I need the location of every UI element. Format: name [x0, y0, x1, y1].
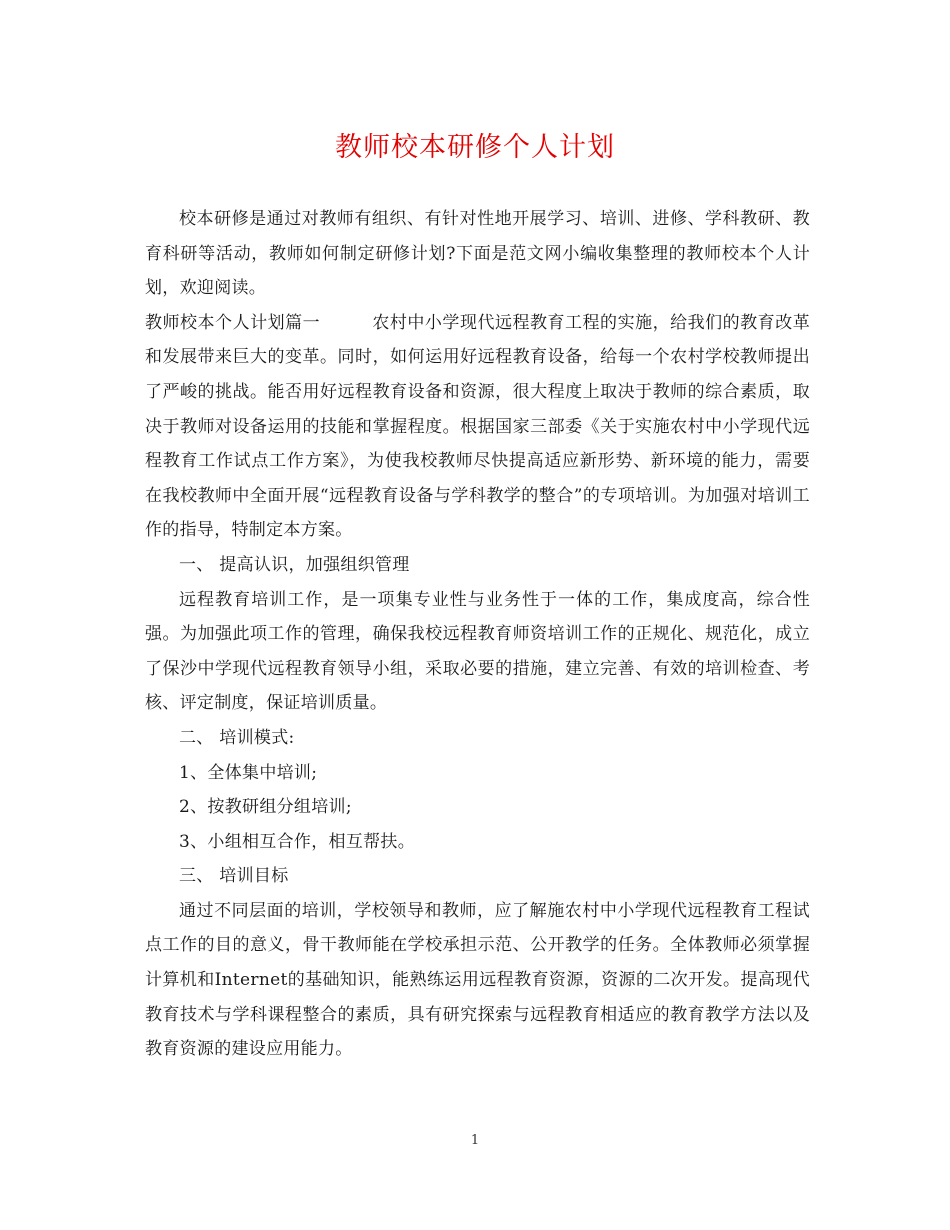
- document-title: 教师校本研修个人计划: [335, 132, 615, 163]
- part-one-paragraph: [145, 306, 810, 548]
- part-one-label: 教师校本个人计划篇一: [145, 312, 321, 333]
- section-paragraph-1: 远程教育培训工作，是一项集专业性与业务性于一体的工作，集成度高，综合性强。为加强此项工作的管理，确保我校远程教育师资培训工作的正规化、规范化，成立了保沙中学现代远程教育领导小组，采取必要的措施，建立完善、有效的培训检查、考核、评定制度，保证培训质量。: [145, 589, 810, 714]
- part-one-text: 农村中小学现代远程教育工程的实施，给我们的教育改革和发展带来巨大的变革。同时，如何运用好远程教育设备，给每一个农村学校教师提出了严峻的挑战。能否用好远程教育设备和资源，很大程度上取决于教师的综合素质，取决于教师对设备运用的技能和掌握程度。根据国家三部委《关于实施农村中小学现代远程教育工作试点工作方案》，为使我校教师尽快提高适应新形势、新环境的能力，需要在我校教师中全面开展“远程教育设备与学科教学的整合”的专项培训。为加强对培训工作的指导，特制定本方案。: [145, 312, 811, 541]
- section-heading-3: 三、 培训目标: [179, 866, 289, 887]
- section-paragraph-3: 通过不同层面的培训，学校领导和教师，应了解施农村中小学现代远程教育工程试点工作的目的意义，骨干教师能在学校承担示范、公开教学的任务。全体教师必须掌握计算机和Internet的基础知识，能熟练运用远程教育资源，资源的二次开发。提高现代教育技术与学科课程整合的素质，具有研究探索与远程教育相适应的教育教学方法以及教育资源的建设应用能力。: [145, 900, 810, 1060]
- page-number: 1: [470, 1133, 480, 1148]
- list-item: 1、全体集中培训;: [179, 762, 318, 783]
- document-body: [145, 202, 810, 1067]
- section-heading-2: 二、 培训模式:: [179, 727, 295, 748]
- list-item: 2、按教研组分组培训;: [179, 797, 352, 818]
- intro-paragraph: 校本研修是通过对教师有组织、有针对性地开展学习、培训、进修、学科教研、教育科研等活动，教师如何制定研修计划?下面是范文网小编收集整理的教师校本个人计划，欢迎阅读。: [145, 209, 810, 299]
- section-heading-1: 一、 提高认识，加强组织管理: [179, 554, 410, 575]
- list-item: 3、小组相互合作，相互帮扶。: [179, 831, 416, 852]
